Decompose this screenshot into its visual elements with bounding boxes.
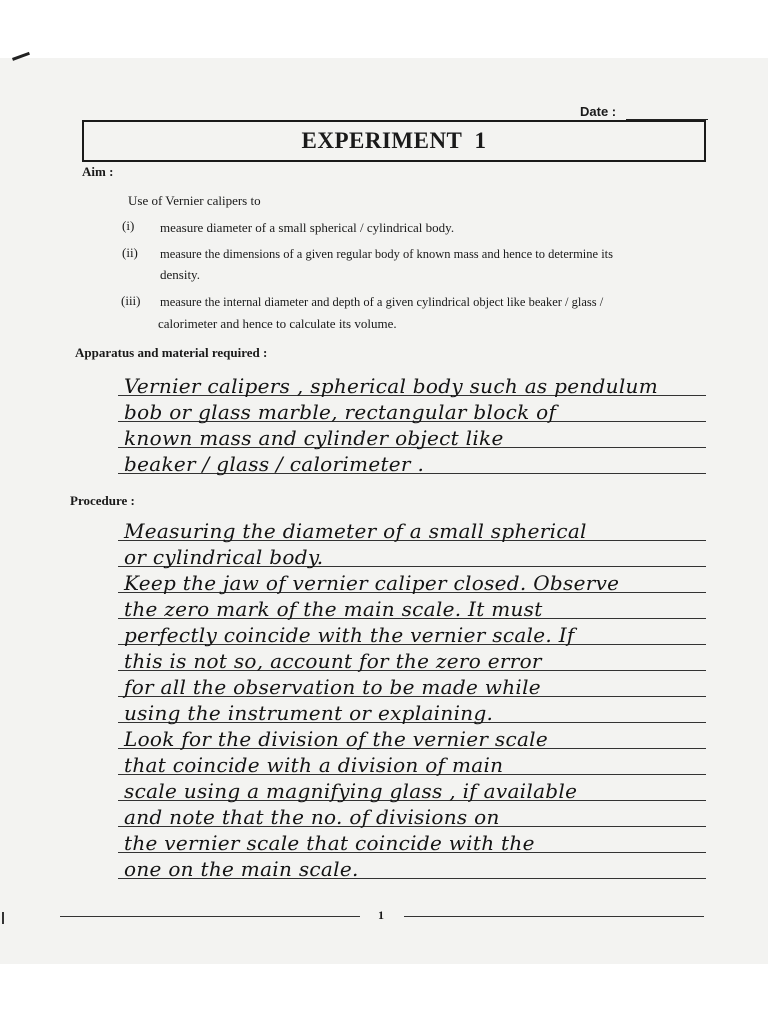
handwritten-text: using the instrument or explaining. <box>124 701 494 725</box>
aim-item-text-cont: calorimeter and hence to calculate its volume. <box>158 316 397 331</box>
handwritten-line <box>118 853 706 879</box>
aim-item-text: measure the internal diameter and depth of a given cylindrical object like beaker / glass / <box>160 295 604 309</box>
page-number: 1 <box>378 908 384 922</box>
handwritten-line <box>118 671 706 697</box>
footer-rule-left <box>60 916 360 917</box>
footer-rule-right <box>404 916 704 917</box>
handwritten-line <box>118 593 706 619</box>
handwritten-text: Look for the division of the vernier scale <box>124 727 549 751</box>
procedure-label: Procedure : <box>70 493 135 508</box>
aim-item-text: measure the dimensions of a given regular body of known mass and hence to determine its <box>160 247 614 261</box>
handwritten-text: known mass and cylinder object like <box>124 426 504 450</box>
handwritten-text: Measuring the diameter of a small spherical <box>124 519 587 543</box>
handwritten-line <box>118 645 706 671</box>
aim-item-text: measure diameter of a small spherical / cylindrical body. <box>160 220 455 235</box>
handwritten-line <box>118 567 706 593</box>
edge-mark <box>2 912 4 924</box>
handwritten-line <box>118 827 706 853</box>
handwritten-text: or cylindrical body. <box>124 545 324 569</box>
handwritten-line <box>118 515 706 541</box>
handwritten-line <box>118 619 706 645</box>
handwritten-text: bob or glass marble, rectangular block of <box>124 400 557 424</box>
aim-item-number: (iii) <box>121 293 141 308</box>
handwritten-line <box>118 370 706 396</box>
handwritten-text: Vernier calipers , spherical body such as pendulum <box>124 374 658 398</box>
aim-intro: Use of Vernier calipers to <box>128 193 261 208</box>
aim-item-number: (ii) <box>122 245 138 260</box>
handwritten-text: beaker / glass / calorimeter . <box>124 452 425 476</box>
handwritten-line <box>118 801 706 827</box>
aim-label: Aim : <box>82 164 114 179</box>
apparatus-label: Apparatus and material required : <box>75 345 268 360</box>
date-label: Date : <box>580 104 617 119</box>
handwritten-text: Keep the jaw of vernier caliper closed. Observe <box>124 571 620 595</box>
procedure-handwritten-block <box>118 515 706 879</box>
aim-item-text-cont: density. <box>160 267 200 282</box>
handwritten-line <box>118 723 706 749</box>
handwritten-text: for all the observation to be made while <box>124 675 541 699</box>
apparatus-handwritten-block <box>118 370 706 474</box>
handwritten-text: and note that the no. of divisions on <box>124 805 500 829</box>
aim-item-number: (i) <box>122 218 135 233</box>
handwritten-text: the zero mark of the main scale. It must <box>124 597 543 621</box>
handwritten-text: that coincide with a division of main <box>124 753 504 777</box>
handwritten-line <box>118 749 706 775</box>
experiment-title: EXPERIMENT 1 <box>301 128 487 153</box>
handwritten-line <box>118 422 706 448</box>
handwritten-line <box>118 396 706 422</box>
handwritten-text: this is not so, account for the zero error <box>124 649 542 673</box>
handwritten-line <box>118 448 706 474</box>
handwritten-text: perfectly coincide with the vernier scale. If <box>124 623 575 647</box>
handwritten-line <box>118 541 706 567</box>
handwritten-text: one on the main scale. <box>124 857 359 881</box>
handwritten-text: scale using a magnifying glass , if available <box>124 779 578 803</box>
handwritten-line <box>118 775 706 801</box>
handwritten-line <box>118 697 706 723</box>
experiment-title-box <box>82 120 706 162</box>
handwritten-text: the vernier scale that coincide with the <box>124 831 535 855</box>
